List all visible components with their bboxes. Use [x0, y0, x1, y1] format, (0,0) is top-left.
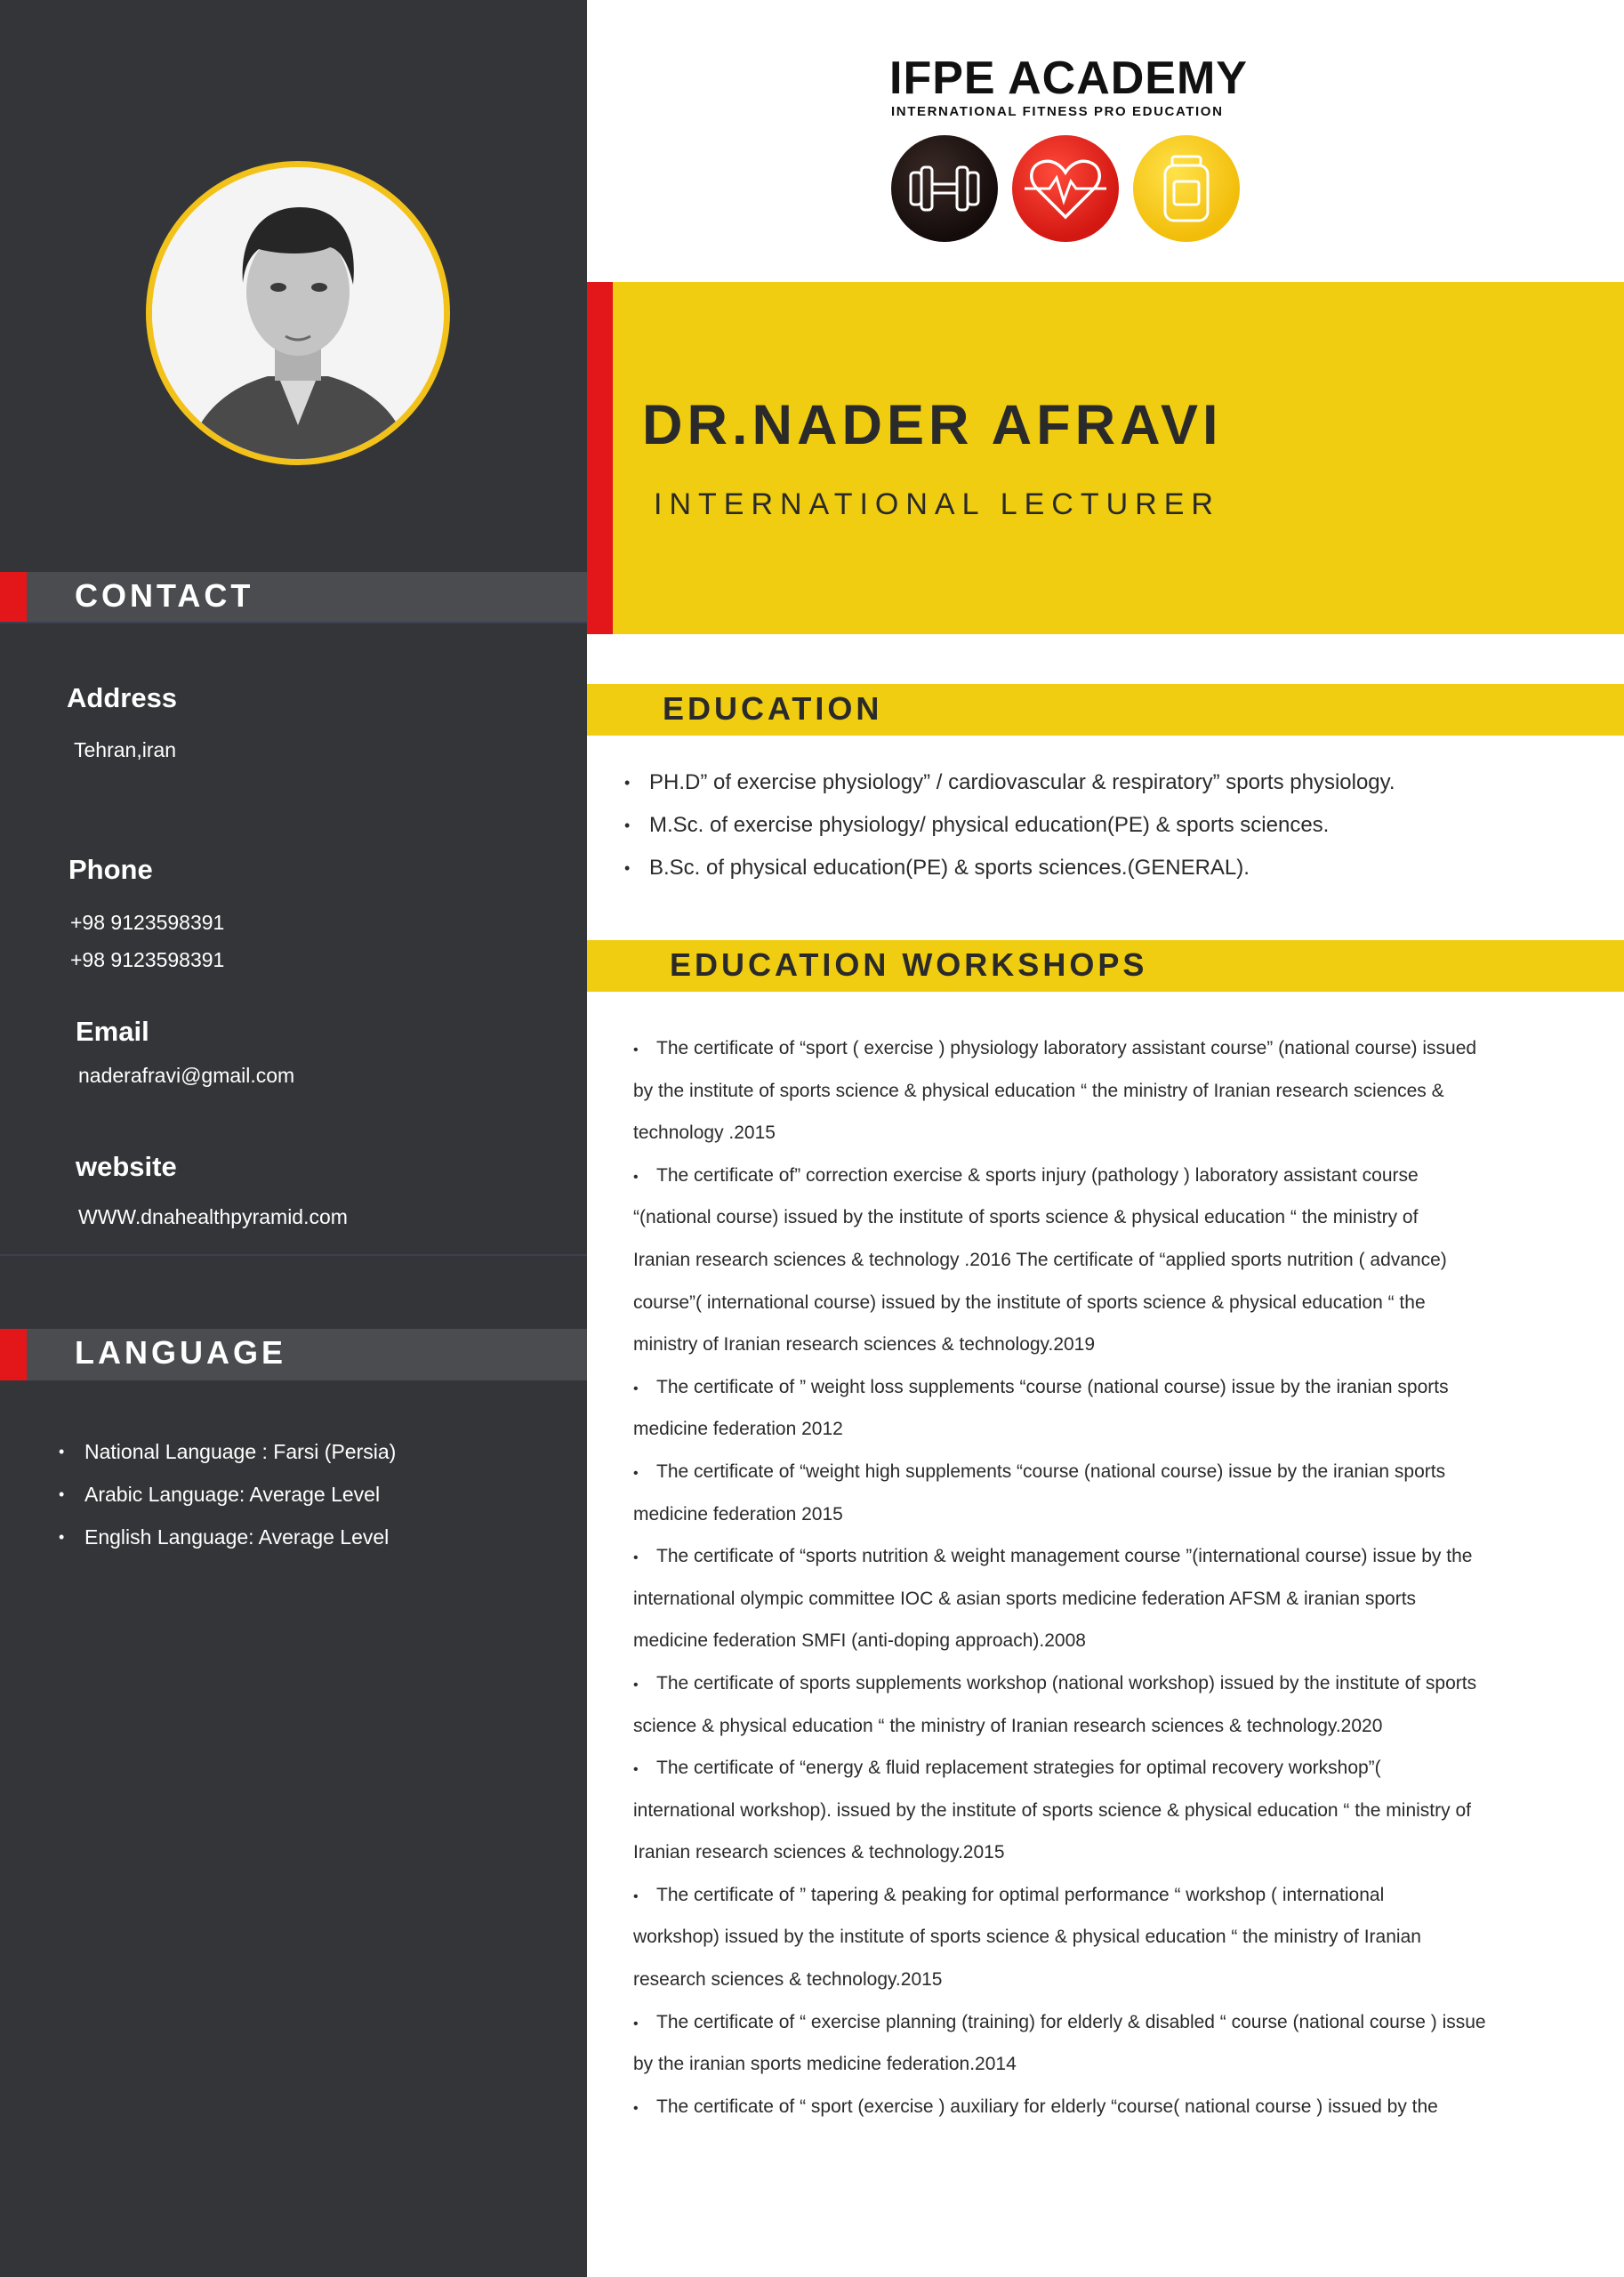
- workshop-text: course”( international course) issued by the institute of sports science & physical education “ the: [633, 1291, 1426, 1313]
- workshop-text: The certificate of “energy & fluid replacement strategies for optimal recovery workshop”(: [656, 1758, 1381, 1779]
- workshop-text: The certificate of ” weight loss supplements “course (national course) issue by the iranian sports: [656, 1376, 1449, 1397]
- bullet-icon: •: [633, 1465, 639, 1481]
- list-item: • PH.D” of exercise physiology” / cardiovascular & respiratory” sports physiology.: [623, 765, 1395, 808]
- workshop-text: workshop) issued by the institute of sports science & physical education “ the ministry of Iranian: [633, 1927, 1421, 1948]
- list-item: [633, 1155, 1604, 1197]
- list-item: • M.Sc. of exercise physiology/ physical education(PE) & sports sciences.: [623, 808, 1395, 850]
- bullet-icon: •: [633, 1550, 639, 1566]
- workshop-text: international workshop). issued by the institute of sports science & physical education “ the ministry of: [633, 1799, 1471, 1821]
- education-heading: EDUCATION: [663, 690, 883, 727]
- bullet-icon: •: [633, 1169, 639, 1185]
- address-value: Tehran,iran: [74, 738, 177, 761]
- workshop-text: Iranian research sciences & technology.2015: [633, 1842, 1005, 1863]
- person-name: DR.NADER AFRAVI: [642, 394, 1223, 456]
- workshop-text: The certificate of “ exercise planning (training) for elderly & disabled “ course (national course ) issue: [656, 2011, 1486, 2032]
- list-item: [633, 1959, 1604, 2001]
- workshop-text: medicine federation SMFI (anti-doping approach).2008: [633, 1630, 1086, 1652]
- supplement-jar-icon: [1133, 135, 1240, 242]
- list-item: • B.Sc. of physical education(PE) & sports sciences.(GENERAL).: [623, 850, 1395, 893]
- workshop-text: The certificate of sports supplements workshop (national workshop) issued by the institute of sports: [656, 1672, 1477, 1694]
- workshop-text: medicine federation 2015: [633, 1503, 843, 1525]
- avatar: [152, 167, 444, 459]
- list-item: [633, 1916, 1604, 1959]
- workshop-text: ministry of Iranian research sciences & technology.2019: [633, 1334, 1096, 1356]
- bullet-icon: •: [633, 1762, 639, 1778]
- website-label: website: [76, 1151, 177, 1182]
- workshop-text: The certificate of “ sport (exercise ) auxiliary for elderly “course( national course ) issued by the: [656, 2096, 1438, 2117]
- workshop-text: The certificate of “weight high supplements “course (national course) issue by the iranian sports: [656, 1460, 1446, 1482]
- bullet-icon: •: [633, 1677, 639, 1693]
- list-item: • National Language : Farsi (Persia): [59, 1436, 396, 1478]
- education-section-header: [587, 684, 1624, 736]
- list-item: [633, 1874, 1604, 1917]
- contact-heading: CONTACT: [75, 577, 254, 614]
- red-accent-bar: [587, 282, 613, 634]
- workshop-text: by the institute of sports science & physical education “ the ministry of Iranian research sciences &: [633, 1080, 1444, 1101]
- red-accent-tab: [0, 1329, 27, 1380]
- list-item: [633, 1196, 1604, 1239]
- list-item: [633, 1662, 1604, 1705]
- list-item: • English Language: Average Level: [59, 1521, 396, 1564]
- bullet-icon: •: [633, 2016, 639, 2032]
- list-item: [633, 1112, 1604, 1155]
- person-role: INTERNATIONAL LECTURER: [654, 487, 1220, 521]
- workshop-text: international olympic committee IOC & asian sports medicine federation AFSM & iranian sports: [633, 1588, 1417, 1609]
- name-banner: [587, 282, 1624, 634]
- workshop-text: “(national course) issued by the institute of sports science & physical education “ the ministry of: [633, 1207, 1419, 1228]
- list-item: [633, 1070, 1604, 1113]
- workshop-text: The certificate of “sports nutrition & weight management course ”(international course) issue by the: [656, 1546, 1473, 1567]
- red-accent-tab: [0, 572, 27, 624]
- list-item: [633, 1027, 1604, 1070]
- list-item: [633, 1535, 1604, 1578]
- list-item: [633, 1493, 1604, 1536]
- workshop-text: science & physical education “ the ministry of Iranian research sciences & technology.2020: [633, 1715, 1383, 1736]
- list-item: [633, 2001, 1604, 2044]
- workshops-heading: EDUCATION WORKSHOPS: [670, 946, 1148, 983]
- phone-value-2[interactable]: +98 9123598391: [70, 948, 225, 971]
- workshop-text: medicine federation 2012: [633, 1419, 843, 1440]
- list-item: [633, 1620, 1604, 1662]
- list-item: [633, 1366, 1604, 1409]
- list-item: [633, 1790, 1604, 1832]
- list-item: [633, 1282, 1604, 1324]
- education-list: [623, 765, 1395, 893]
- workshops-section-header: [587, 940, 1624, 992]
- list-item: [633, 1747, 1604, 1790]
- list-item: [633, 1324, 1604, 1366]
- phone-label: Phone: [68, 854, 153, 885]
- contact-section-header: [0, 572, 587, 624]
- academy-logo-subtitle: INTERNATIONAL FITNESS PRO EDUCATION: [891, 104, 1224, 119]
- website-link[interactable]: WWW.dnahealthpyramid.com: [78, 1205, 348, 1228]
- list-item: [633, 1705, 1604, 1748]
- workshop-text: research sciences & technology.2015: [633, 1969, 943, 1991]
- workshop-text: The certificate of” correction exercise & sports injury (pathology ) laboratory assistant course: [656, 1164, 1419, 1186]
- phone-value-1[interactable]: +98 9123598391: [70, 911, 225, 934]
- workshop-text: Iranian research sciences & technology .2016 The certificate of “applied sports nutrition ( advance): [633, 1249, 1447, 1270]
- email-label: Email: [76, 1016, 149, 1047]
- email-link[interactable]: naderafravi@gmail.com: [78, 1064, 295, 1087]
- bullet-icon: •: [633, 2100, 639, 2116]
- language-section-header: [0, 1329, 587, 1380]
- address-label: Address: [67, 682, 178, 713]
- profile-photo: [146, 161, 450, 465]
- bullet-icon: •: [633, 1380, 639, 1396]
- list-item: [633, 2086, 1604, 2128]
- workshop-text: technology .2015: [633, 1122, 776, 1144]
- sidebar: [0, 0, 587, 2277]
- list-item: [633, 1831, 1604, 1874]
- language-list: [59, 1436, 396, 1564]
- list-item: [633, 1408, 1604, 1451]
- academy-logo-title: IFPE ACADEMY: [889, 52, 1248, 104]
- bullet-icon: •: [633, 1888, 639, 1904]
- workshops-list: [633, 1027, 1604, 2128]
- list-item: [633, 1239, 1604, 1282]
- list-item: • Arabic Language: Average Level: [59, 1478, 396, 1521]
- bullet-icon: •: [633, 1042, 639, 1058]
- list-item: [633, 1578, 1604, 1621]
- language-heading: LANGUAGE: [75, 1334, 286, 1371]
- heart-pulse-icon: [1012, 135, 1119, 242]
- divider: [0, 1254, 587, 1256]
- workshop-text: by the iranian sports medicine federation.2014: [633, 2054, 1017, 2075]
- workshop-text: The certificate of ” tapering & peaking for optimal performance “ workshop ( international: [656, 1884, 1385, 1905]
- list-item: [633, 2043, 1604, 2086]
- divider: [0, 622, 587, 624]
- list-item: [633, 1451, 1604, 1493]
- workshop-text: The certificate of “sport ( exercise ) physiology laboratory assistant course” (national course) issued: [656, 1038, 1477, 1058]
- dumbbell-icon: [891, 135, 998, 242]
